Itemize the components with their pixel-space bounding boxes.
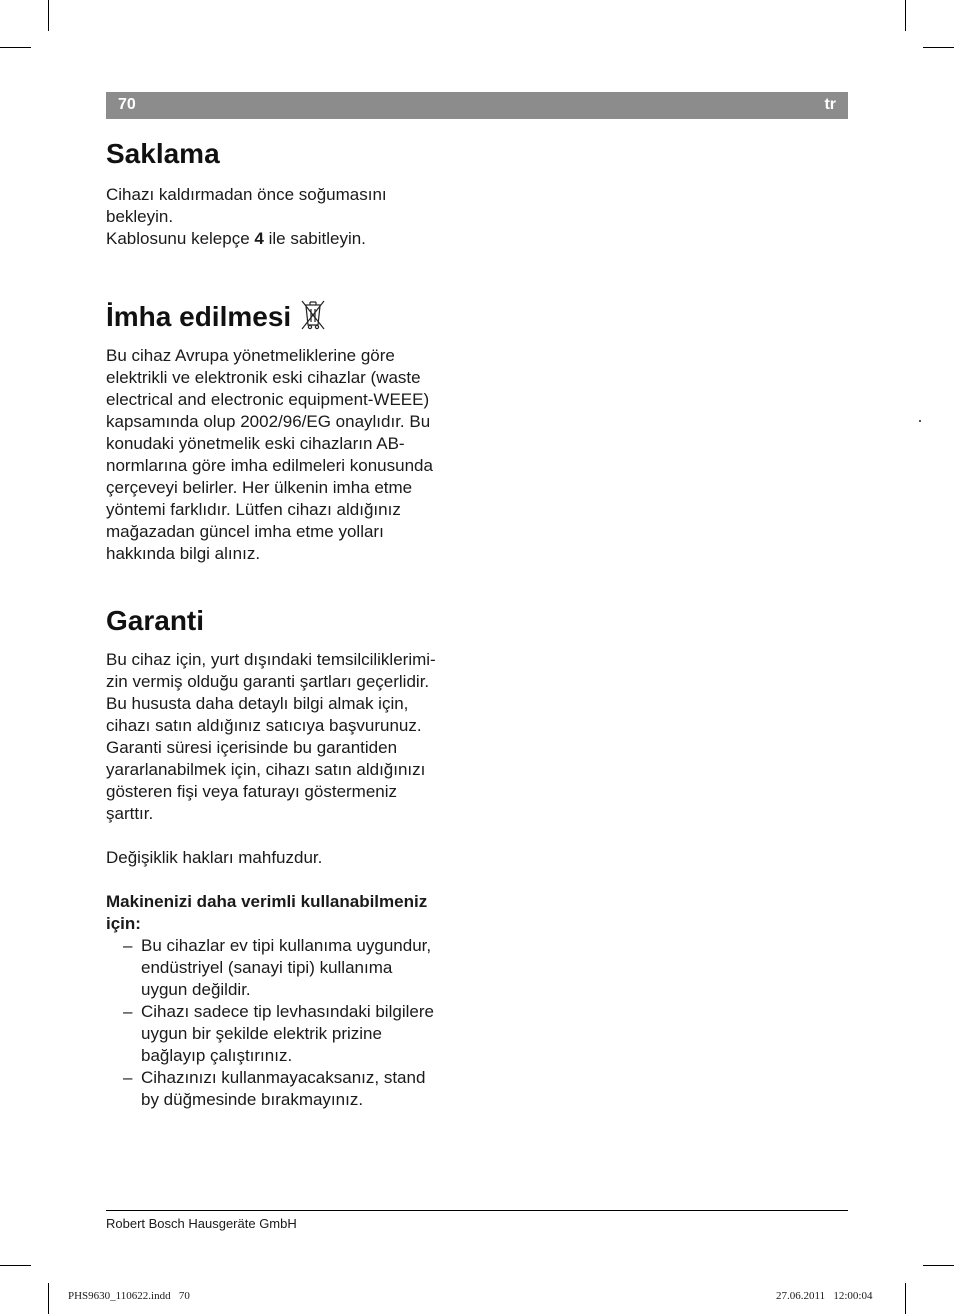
section-disposal <box>106 296 476 565</box>
paragraph-line: cihazı satın aldığınız satıcıya başvurunuz. <box>106 716 422 735</box>
crop-mark <box>0 47 31 48</box>
list-item: – Cihazınızı kullanmayacaksanız, stand by düğmesinde bırakmayınız. <box>123 1068 426 1109</box>
rights-notice: Değişiklik hakları mahfuzdur. <box>106 848 323 867</box>
paragraph-line: electrical and electronic equipment-WEEE) <box>106 390 430 409</box>
paragraph-line: Bu cihaz Avrupa yönetmeliklerine göre <box>106 346 395 365</box>
footer-company: Robert Bosch Hausgeräte GmbH <box>106 1216 297 1231</box>
warranty-text <box>106 649 476 825</box>
paragraph-line: zin vermiş olduğu garanti şartları geçerlidir. <box>106 672 430 691</box>
footer-divider <box>106 1210 848 1211</box>
tips-heading: Makinenizi daha verimli kullanabilmeniz için: <box>106 892 428 933</box>
crop-mark <box>905 0 906 31</box>
page-header-bar <box>106 92 848 119</box>
paragraph-line: Bu hususta daha detaylı bilgi almak için, <box>106 694 409 713</box>
crop-mark <box>905 1283 906 1314</box>
list-item: – Bu cihazlar ev tipi kullanıma uygundur, endüstriyel (sanayi tipi) kullanıma uygun değildir. <box>123 936 432 999</box>
disposal-text <box>106 345 476 565</box>
paragraph-line: çerçeveyi belirler. Her ülkenin imha etme <box>106 478 413 497</box>
paragraph-line: şarttır. <box>106 804 154 823</box>
section-title-warranty: Garanti <box>106 605 205 636</box>
paragraph-line: Kablosunu kelepçe 4 ile sabitleyin. <box>106 229 366 248</box>
paragraph-line: bekleyin. <box>106 207 174 226</box>
language-code: tr <box>824 96 836 113</box>
paragraph-line: hakkında bilgi alınız. <box>106 544 261 563</box>
paragraph-line: gösteren fişi veya faturayı göstermeniz <box>106 782 398 801</box>
stray-dot <box>919 420 921 422</box>
paragraph-line: elektrikli ve elektronik eski cihazlar (waste <box>106 368 421 387</box>
paragraph-line: normlarına göre imha edilmeleri konusunda <box>106 456 433 475</box>
crop-mark <box>48 0 49 31</box>
paragraph-line: konudaki yönetmelik eski cihazların AB- <box>106 434 405 453</box>
section-title-storage: Saklama <box>106 138 220 169</box>
part-number: 4 <box>254 229 264 248</box>
paragraph-line: Cihazı kaldırmadan önce soğumasını <box>106 185 387 204</box>
crop-mark <box>48 1283 49 1314</box>
print-slug-date: 27.06.2011 12:00:04 <box>776 1290 873 1302</box>
paragraph-line: yöntemi farklıdır. Lütfen cihazı aldığınız <box>106 500 401 519</box>
crop-mark <box>0 1265 31 1266</box>
crop-mark <box>923 1265 954 1266</box>
paragraph-line: yararlanabilmek için, cihazı satın aldığınızı <box>106 760 426 779</box>
paragraph-line: mağazadan güncel imha etme yolları <box>106 522 384 541</box>
paragraph-line: Garanti süresi içerisinde bu garantiden <box>106 738 398 757</box>
paragraph-line: Bu cihaz için, yurt dışındaki temsilciliklerimi- <box>106 650 436 669</box>
page-number: 70 <box>118 96 136 113</box>
tips-list <box>106 935 476 1111</box>
section-title-disposal: İmha edilmesi <box>106 300 292 332</box>
print-slug-file: PHS9630_110622.indd 70 <box>68 1290 190 1302</box>
crossed-out-wheelie-bin-icon <box>299 298 327 337</box>
list-item: – Cihazı sadece tip levhasındaki bilgilere uygun bir şekilde elektrik prizine bağlayıp çalıştırınız. <box>123 1002 434 1065</box>
crop-mark <box>923 47 954 48</box>
section-storage <box>106 138 476 250</box>
paragraph-line: kapsamında olup 2002/96/EG onaylıdır. Bu <box>106 412 431 431</box>
section-warranty <box>106 605 476 1111</box>
